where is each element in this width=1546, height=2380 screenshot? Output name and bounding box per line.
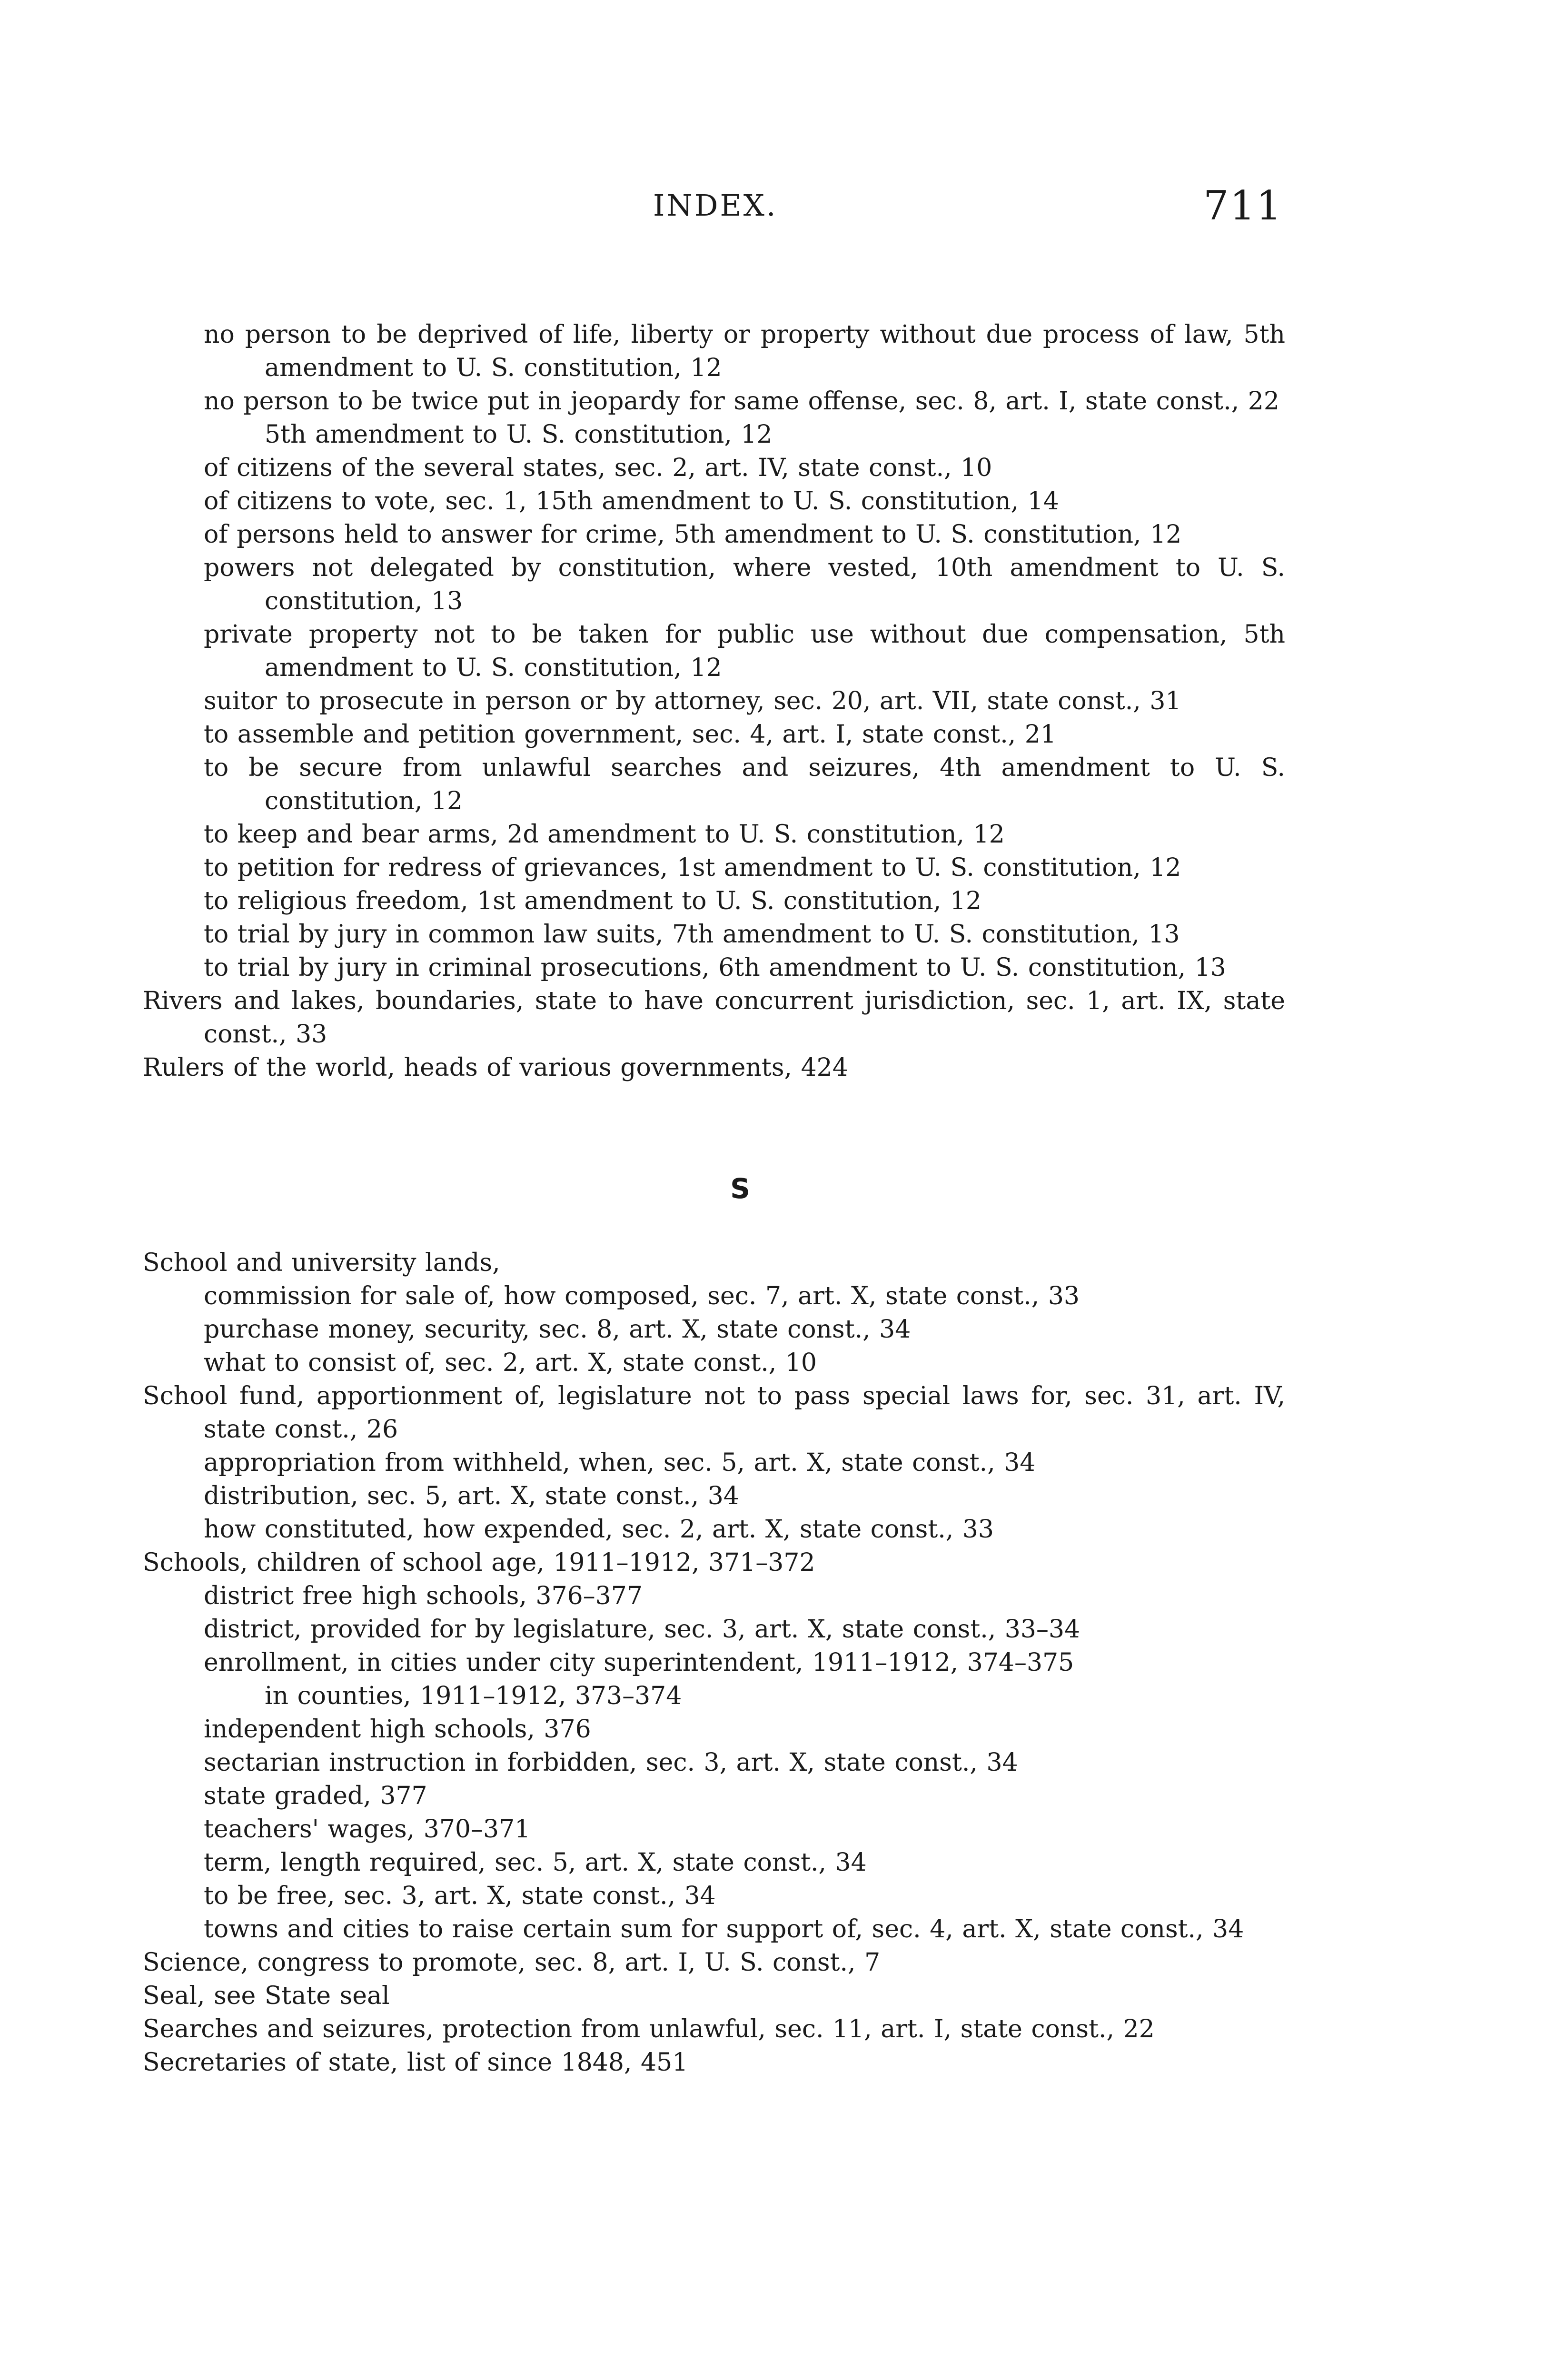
index-subentry: towns and cities to raise certain sum for support of, sec. 4, art. X, state const., 34 (204, 1915, 1244, 1944)
index-subentry: appropriation from withheld, when, sec. 5, art. X, state const., 34 (204, 1448, 1036, 1477)
index-subentry: to trial by jury in criminal prosecutions, 6th amendment to U. S. constitution, 13 (204, 953, 1226, 982)
page-number: 711 (1203, 182, 1283, 229)
index-subentry: to religious freedom, 1st amendment to U. S. constitution, 12 (204, 887, 981, 915)
index-subentry: state graded, 377 (204, 1782, 427, 1810)
index-subentry: of citizens to vote, sec. 1, 15th amendment to U. S. constitution, 14 (204, 487, 1059, 516)
running-head: INDEX. (653, 188, 778, 223)
index-subentry: to be free, sec. 3, art. X, state const., 34 (204, 1882, 716, 1910)
index-subentry: how constituted, how expended, sec. 2, art. X, state const., 33 (204, 1515, 994, 1544)
index-entry: Science, congress to promote, sec. 8, art. I, U. S. const., 7 (143, 1948, 881, 1977)
index-subentry: sectarian instruction in forbidden, sec. 3, art. X, state const., 34 (204, 1748, 1018, 1777)
index-entry: Rulers of the world, heads of various governments, 424 (143, 1053, 848, 1082)
index-subentry: what to consist of, sec. 2, art. X, state const., 10 (204, 1349, 817, 1377)
index-subentry: purchase money, security, sec. 8, art. X, state const., 34 (204, 1315, 911, 1344)
index-subentry: to assemble and petition government, sec. 4, art. I, state const., 21 (204, 720, 1057, 749)
index-subentry: district free high schools, 376–377 (204, 1582, 643, 1610)
index-body (143, 318, 1285, 2079)
section-letter-heading: S (730, 1172, 750, 1205)
page-header (0, 177, 1546, 234)
index-subentry: to petition for redress of grievances, 1st amendment to U. S. constitution, 12 (204, 853, 1181, 882)
index-subentry: enrollment, in cities under city superintendent, 1911–1912, 374–375 (204, 1648, 1074, 1677)
index-block-s (143, 1246, 1285, 2079)
index-subentry: of persons held to answer for crime, 5th amendment to U. S. constitution, 12 (204, 520, 1182, 549)
index-subentry: powers not delegated by constitution, where vested, 10th amendment to U. S. constitution, 13 (204, 554, 1285, 615)
index-subentry: to be secure from unlawful searches and seizures, 4th amendment to U. S. constitution, 12 (204, 754, 1285, 815)
index-subentry: no person to be twice put in jeopardy for same offense, sec. 8, art. I, state const., 22 (204, 387, 1279, 416)
index-block-r (143, 318, 1285, 1084)
index-entry: Searches and seizures, protection from unlawful, sec. 11, art. I, state const., 22 (143, 2015, 1155, 2043)
index-subentry: suitor to prosecute in person or by attorney, sec. 20, art. VII, state const., 31 (204, 687, 1181, 715)
index-subentry: to trial by jury in common law suits, 7th amendment to U. S. constitution, 13 (204, 920, 1180, 949)
index-entry: School fund, apportionment of, legislature not to pass special laws for, sec. 31, art. IV, state const., 26 (143, 1382, 1285, 1444)
index-subentry: distribution, sec. 5, art. X, state const., 34 (204, 1482, 739, 1510)
index-entry: Secretaries of state, list of since 1848, 451 (143, 2048, 688, 2077)
index-entry: School and university lands, (143, 1249, 500, 1277)
index-subentry: to keep and bear arms, 2d amendment to U. S. constitution, 12 (204, 820, 1005, 849)
index-subentry: independent high schools, 376 (204, 1715, 591, 1744)
index-entry: Schools, children of school age, 1911–1912, 371–372 (143, 1548, 815, 1577)
index-subentry: district, provided for by legislature, sec. 3, art. X, state const., 33–34 (204, 1615, 1080, 1644)
index-subentry: private property not to be taken for public use without due compensation, 5th amendment to U. S. constitution, 12 (204, 620, 1285, 682)
index-subentry: no person to be deprived of life, liberty or property without due process of law, 5th amendment to U. S. constitution, 12 (204, 320, 1285, 382)
index-entry: Rivers and lakes, boundaries, state to have concurrent jurisdiction, sec. 1, art. IX, state const., 33 (143, 987, 1285, 1049)
index-subentry: of citizens of the several states, sec. 2, art. IV, state const., 10 (204, 454, 992, 482)
index-subentry: 5th amendment to U. S. constitution, 12 (265, 420, 773, 449)
index-subentry: term, length required, sec. 5, art. X, state const., 34 (204, 1848, 867, 1877)
index-subentry: commission for sale of, how composed, sec. 7, art. X, state const., 33 (204, 1282, 1080, 1310)
index-subentry: teachers' wages, 370–371 (204, 1815, 531, 1844)
index-subentry: in counties, 1911–1912, 373–374 (265, 1682, 682, 1710)
index-entry: Seal, see State seal (143, 1982, 390, 2010)
